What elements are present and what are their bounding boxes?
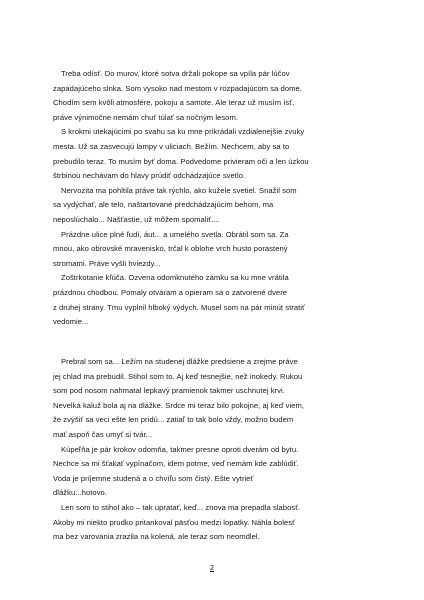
text-section-2 (53, 355, 373, 545)
page-number: 2 (209, 563, 215, 572)
text-line: Chodím sem kvôli atmosfére, pokoju a samote. Ale teraz už musím ísť, (53, 98, 295, 108)
text-line: dlážku...hotovo. (53, 488, 107, 498)
paragraph (53, 125, 373, 183)
text-line: mať aspoň čas umyť si tvár... (53, 429, 153, 439)
text-line: Kúpeľňa je pár krokov odomňa, takmer presne oproti dverám od bytu. (61, 444, 299, 454)
text-line: ma bez varovania zrazila na kolená, ale teraz som neomdlel. (53, 532, 260, 542)
text-line: Voda je príjemne studená a o chvíľu som čistý. Ešte vytrieť (53, 473, 254, 483)
text-line: Akoby mi niekto prudko pritankoval päsťou medzi lopatky. Náhla bolesť (53, 517, 296, 527)
text-line: jej chlad ma prebudil. Stihol som to. Aj keď tesnejšie, než inokedy. Rukou (53, 371, 303, 381)
text-line: stromami. Práve vyšli hviezdy... (53, 258, 161, 268)
text-line: Treba odísť. Do murov, ktoré sotva držali pokope sa vpíla pár lúčov (61, 69, 290, 78)
text-line: štrbinou nechávam do hlavy prúdiť odchádzajúce svetlo. (53, 171, 246, 181)
text-line: že zvýšiť sa veci ešte len pridú... zatiaľ to tak bolo vždy, možno budem (53, 415, 294, 425)
text-line: Prebral som sa... Ležím na studenej dlážke predsiene a zrejme práve (61, 357, 298, 366)
text-line: mnou, ako obrovské mravenisko, trčal k oblohe vrch husto porastený (53, 244, 288, 254)
text-line: Len som to stihol ako – tak upratať, keď... znova ma prepadla slabosť. (61, 502, 301, 512)
paragraph (53, 271, 373, 329)
text-line: Nervozita ma pohltila práve tak rýchlo, ako kužele svetiel. Snažil som (61, 185, 297, 195)
text-line: z druhej strany. Tmu vyplnil hlboký výdych. Musel som na pár minút stratiť (53, 302, 305, 312)
text-line: vedomie... (53, 317, 89, 327)
text-line: Nevelká kaluž bola aj na dlážke. Srdce mi teraz bilo pokojne, aj keď viem, (53, 400, 305, 410)
text-section-1 (53, 67, 373, 330)
paragraph (53, 501, 373, 545)
paragraph (53, 67, 373, 125)
text-line: S krokmi utekajúcimi po svahu sa ku mne prikrádali vzdialenejšie zvuky (61, 127, 305, 137)
text-line: Zoštrkotanie kľúča. Ozvena odomknutého zámku sa ku mne vrátila (61, 273, 289, 283)
paragraph (53, 184, 373, 228)
paragraph (53, 443, 373, 501)
text-line: práve výnimočne nemám chuť túlať sa nočným lesom. (53, 112, 238, 122)
text-line: Nechce sa mi šťakať vypínačom, idem potme, veď nemám kde zablúdiť. (53, 459, 299, 469)
text-line: prebudilo teraz. To musím byť doma. Podvedome privieram oči a len úzkou (53, 156, 309, 166)
text-line: neposlúchalo... Našťastie, už môžem spomaliť.... (53, 214, 220, 224)
text-line: prázdnou chodbou. Pomaly otváram a opieram sa o zatvorené dvere (53, 287, 288, 297)
text-line: mesta. Už sa zasvecujú lampy v uliciach. Bežím. Nechcem, aby sa to (53, 141, 290, 151)
paragraph (53, 355, 373, 443)
text-line: zapadajúceho slnka. Som vysoko nad mestom v rozpadajúcom sa dome. (53, 83, 302, 93)
text-line: Prázdne ulice plné ľudí, áut... a umelého svetla. Obrátil som sa. Za (61, 229, 289, 239)
text-line: som pod nosom nahmatal lepkavý pramienok takmer uschnutej krvi. (53, 386, 285, 396)
text-line: sa vydýchať, ale telo, naštartované predchádzajúcim behom, ma (53, 200, 274, 210)
paragraph (53, 228, 373, 272)
